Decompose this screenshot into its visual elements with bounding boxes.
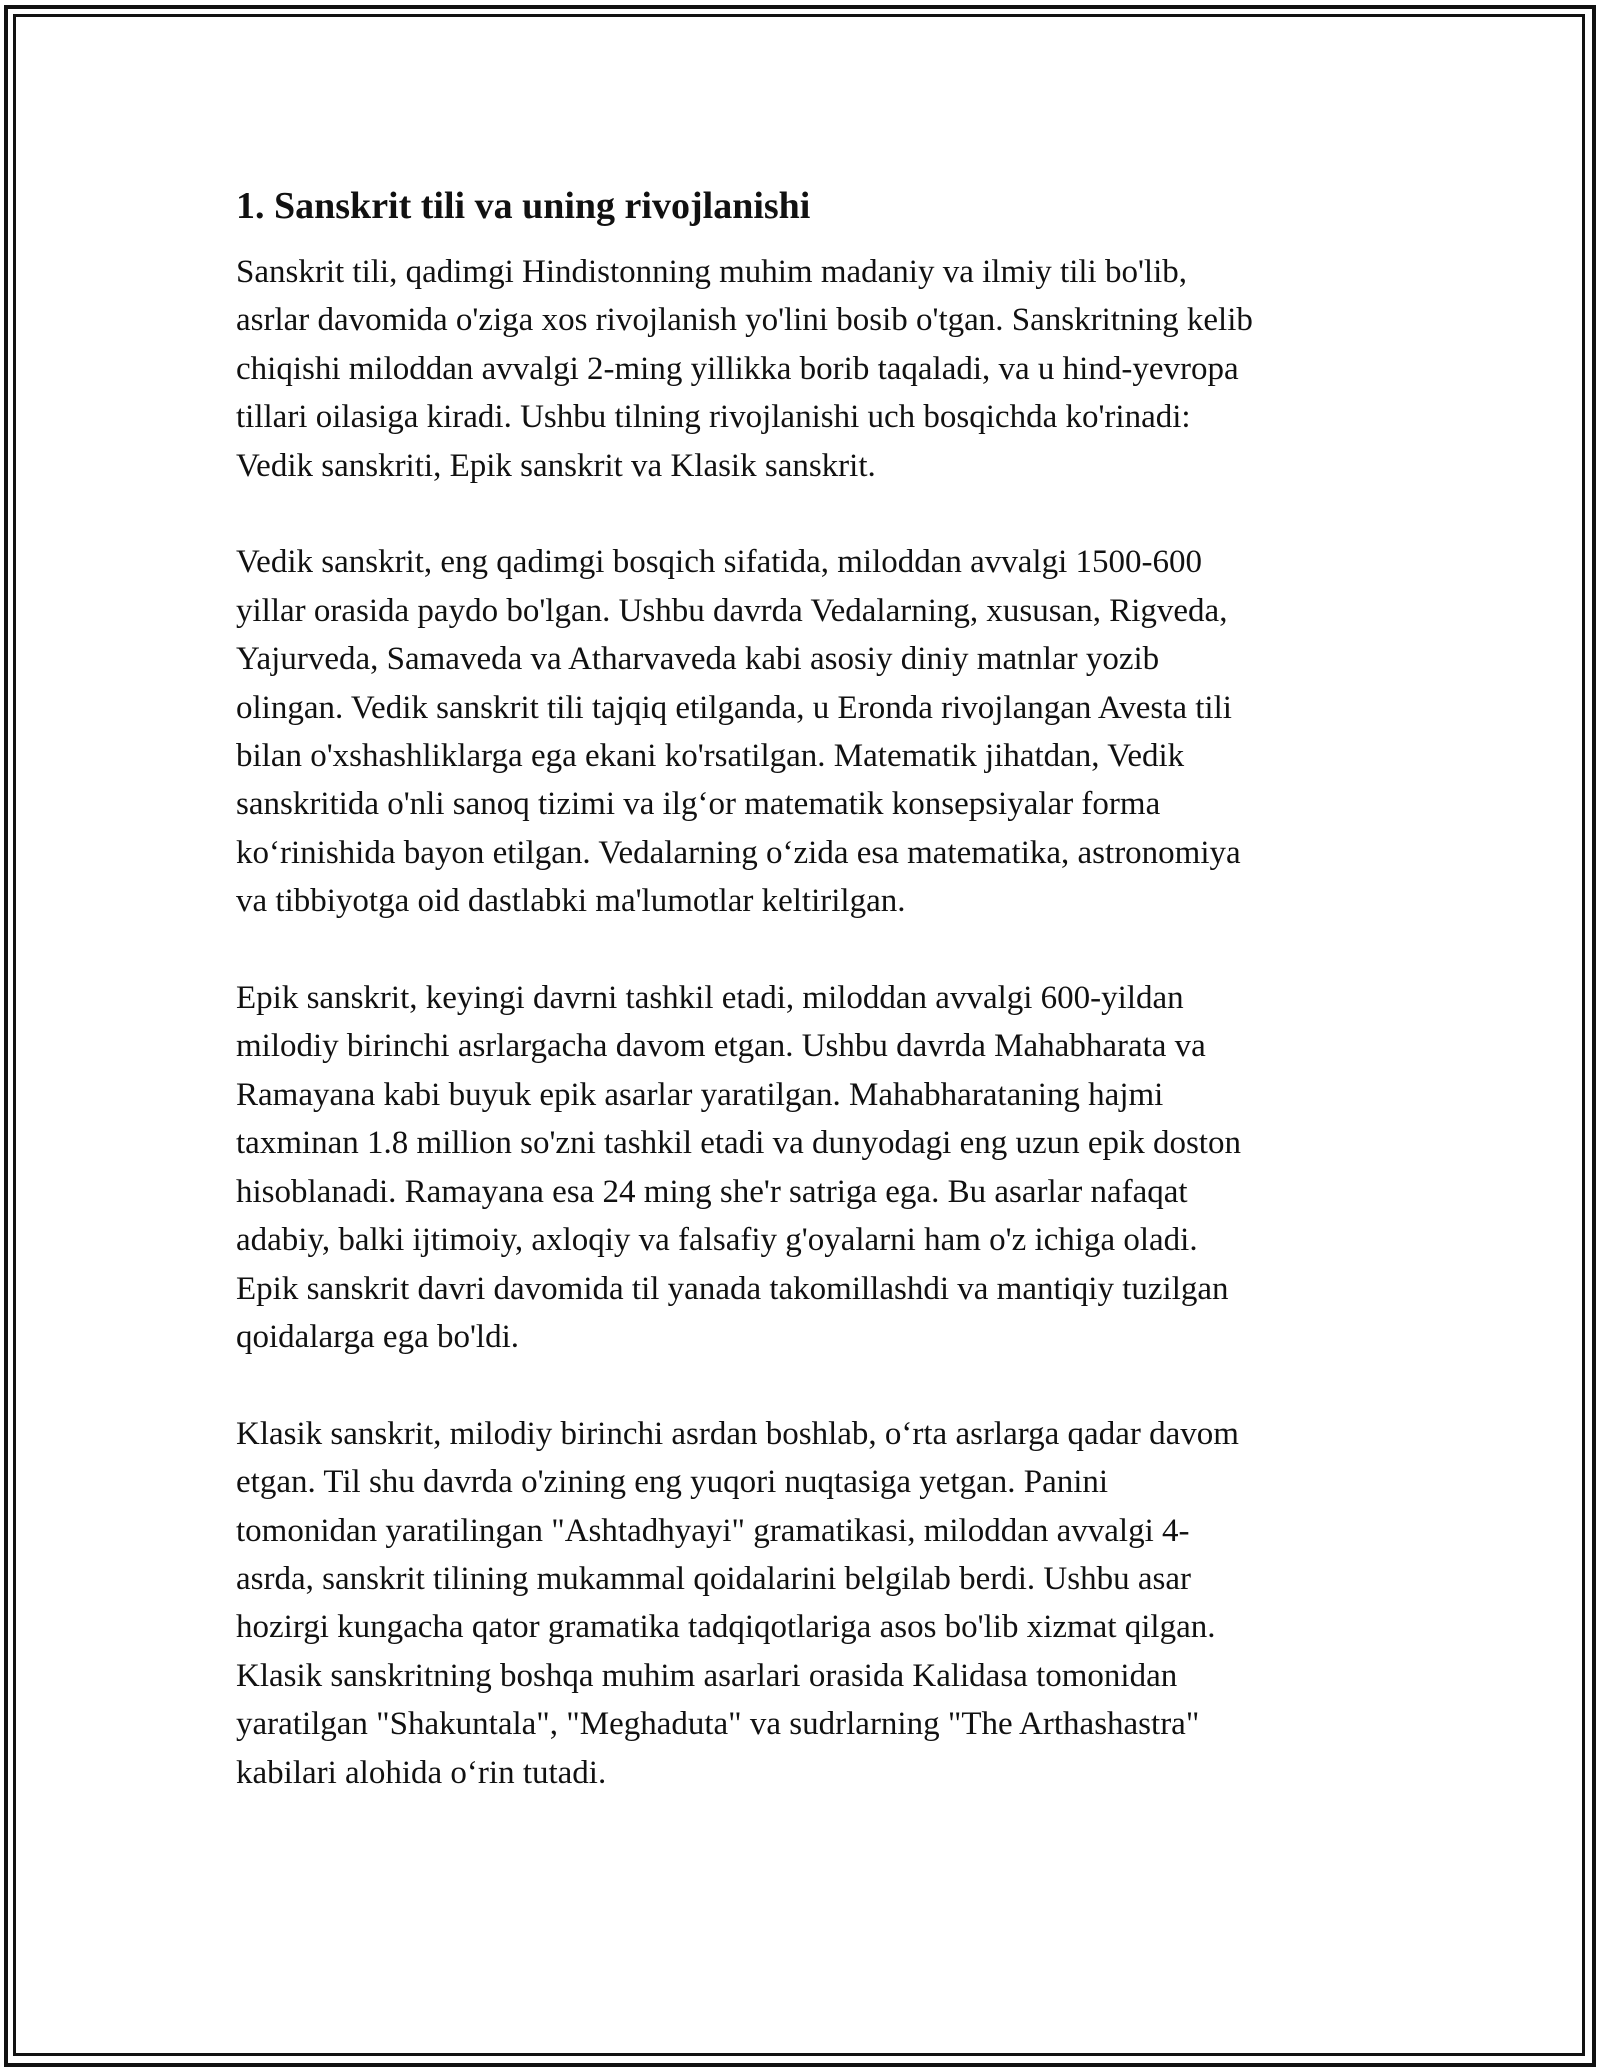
paragraph-spacer [236,490,1376,538]
paragraph-spacer [236,1361,1376,1409]
paragraph-line: milodiy birinchi asrlargacha davom etgan. Ushbu davrda Mahabharata va [236,1028,1206,1065]
paragraph-line: bilan o'xshashliklarga ega ekani ko'rsatilgan. Matematik jihatdan, Vedik [236,738,1185,775]
paragraph-vedic [236,538,1376,925]
paragraph-line: Epik sanskrit, keyingi davrni tashkil etadi, miloddan avvalgi 600-yildan [236,980,1184,1017]
paragraph-line: Vedik sanskriti, Epik sanskrit va Klasik sanskrit. [236,447,876,484]
paragraph-line: yillar orasida paydo bo'lgan. Ushbu davrda Vedalarning, xususan, Rigveda, [236,592,1228,629]
paragraph-line: Klasik sanskrit, milodiy birinchi asrdan boshlab, o‘rta asrlarga qadar davom [236,1415,1239,1452]
paragraph-line: chiqishi miloddan avvalgi 2-ming yillikka borib taqaladi, va u hind-yevropa [236,350,1239,387]
document-body [236,182,1376,1797]
paragraph-line: etgan. Til shu davrda o'zining eng yuqori nuqtasiga yetgan. Panini [236,1464,1109,1501]
paragraph-line: yaratilgan "Shakuntala", "Meghaduta" va sudrlarning "The Arthashastra" [236,1706,1200,1743]
paragraph-line: ko‘rinishida bayon etilgan. Vedalarning o‘zida esa matematika, astronomiya [236,834,1241,871]
paragraph-line: Sanskrit tili, qadimgi Hindistonning muhim madaniy va ilmiy tili bo'lib, [236,254,1188,290]
paragraph-classical [236,1410,1376,1797]
paragraph-line: qoidalarga ega bo'ldi. [236,1318,519,1355]
paragraph-line: Vedik sanskrit, eng qadimgi bosqich sifatida, miloddan avvalgi 1500-600 [236,544,1203,581]
paragraph-line: va tibbiyotga oid dastlabki ma'lumotlar keltirilgan. [236,883,906,920]
paragraph-line: asrda, sanskrit tilining mukammal qoidalarini belgilab berdi. Ushbu asar [236,1560,1191,1597]
paragraph-line: Ramayana kabi buyuk epik asarlar yaratilgan. Mahabharataning hajmi [236,1076,1164,1113]
paragraph-spacer [236,926,1376,974]
paragraph-line: asrlar davomida o'ziga xos rivojlanish yo'lini bosib o'tgan. Sanskritning kelib [236,302,1253,339]
paragraph-intro [236,248,1376,490]
paragraph-line: hozirgi kungacha qator gramatika tadqiqotlariga asos bo'lib xizmat qilgan. [236,1609,1216,1646]
paragraph-line: taxminan 1.8 million so'zni tashkil etadi va dunyodagi eng uzun epik doston [236,1125,1241,1162]
paragraph-line: adabiy, balki ijtimoiy, axloqiy va falsafiy g'oyalarni ham o'z ichiga oladi. [236,1222,1198,1259]
paragraph-line: kabilari alohida o‘rin tutadi. [236,1754,607,1791]
paragraph-line: tillari oilasiga kiradi. Ushbu tilning rivojlanishi uch bosqichda ko'rinadi: [236,399,1191,436]
paragraph-line: hisoblanadi. Ramayana esa 24 ming she'r satriga ega. Bu asarlar nafaqat [236,1173,1188,1210]
paragraph-line: Klasik sanskritning boshqa muhim asarlari orasida Kalidasa tomonidan [236,1657,1178,1694]
paragraph-line: Epik sanskrit davri davomida til yanada takomillashdi va mantiqiy tuzilgan [236,1270,1229,1307]
section-heading: 1. Sanskrit tili va uning rivojlanishi [236,185,811,227]
paragraph-line: tomonidan yaratilingan "Ashtadhyayi" gramatikasi, miloddan avvalgi 4- [236,1512,1190,1549]
paragraph-line: Yajurveda, Samaveda va Atharvaveda kabi asosiy diniy matnlar yozib [236,641,1160,678]
paragraph-line: sanskritida o'nli sanoq tizimi va ilg‘or matematik konsepsiyalar forma [236,786,1161,823]
paragraph-line: olingan. Vedik sanskrit tili tajqiq etilganda, u Eronda rivojlangan Avesta tili [236,689,1232,726]
paragraph-epic [236,974,1376,1361]
